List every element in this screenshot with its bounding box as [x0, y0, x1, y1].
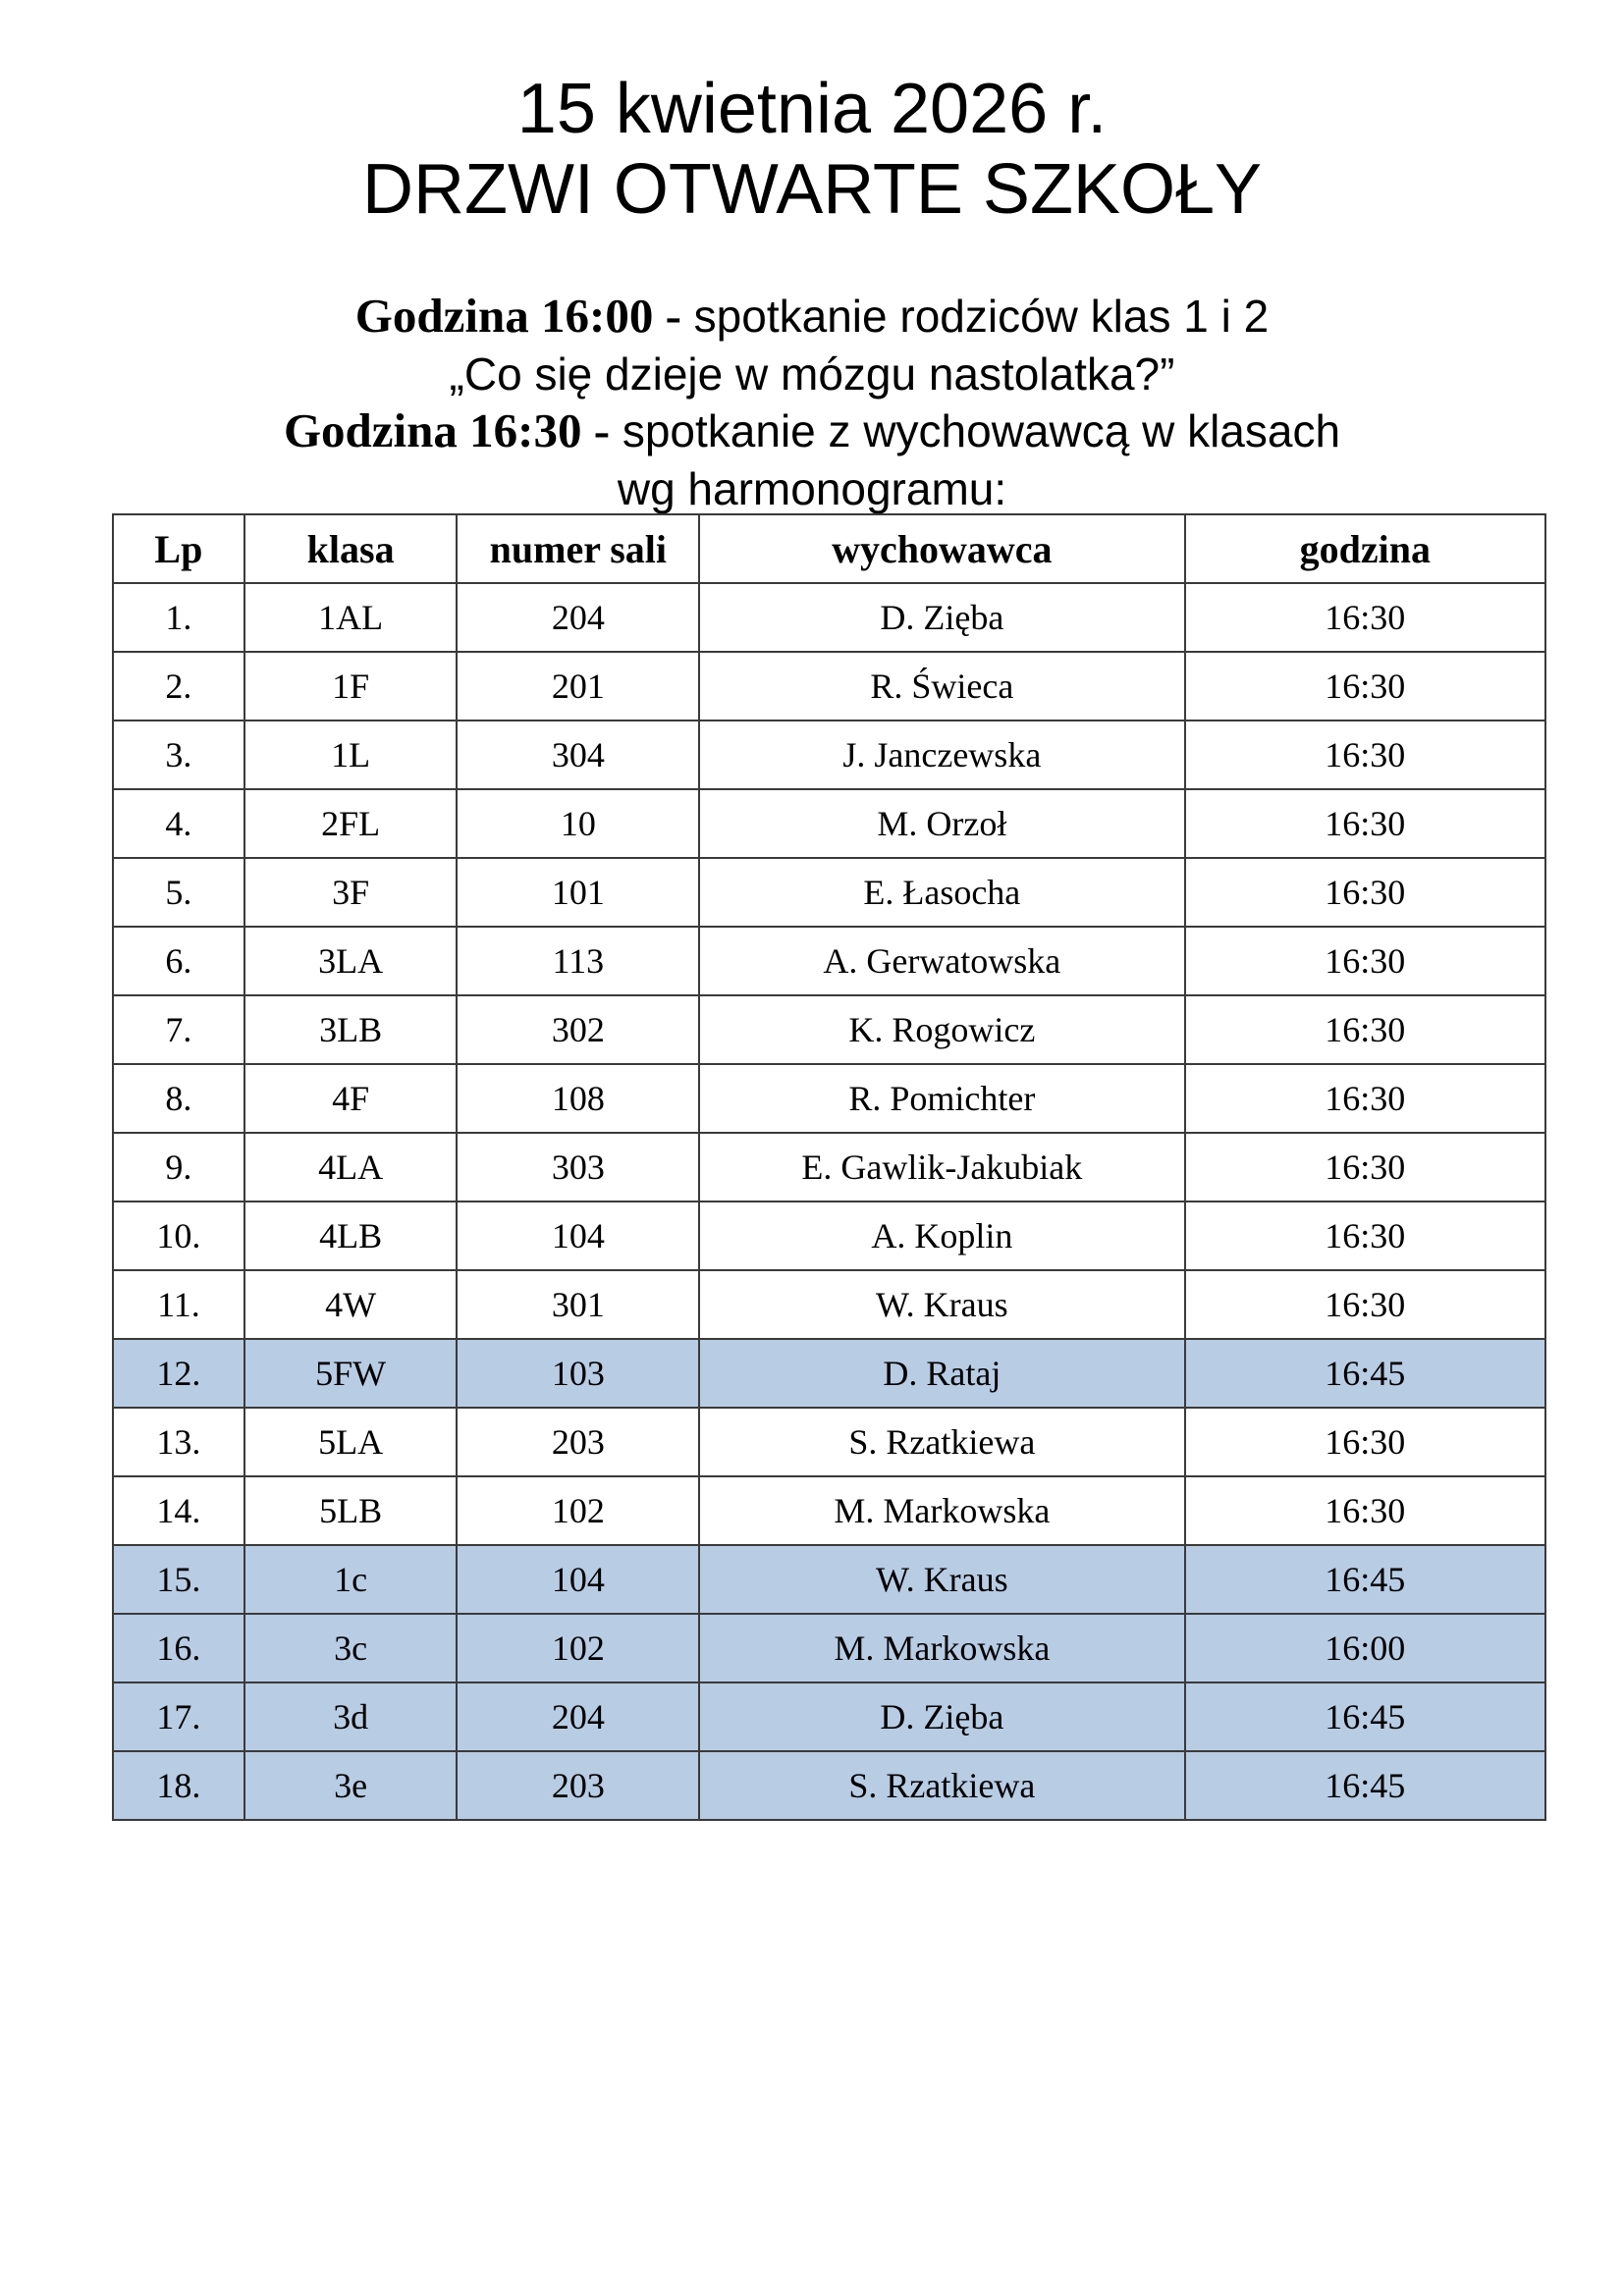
table-row [113, 1751, 1545, 1820]
lecture-title: „Co się dzieje w mózgu nastolatka?” [449, 347, 1175, 400]
event-date: 15 kwietnia 2026 r. [516, 70, 1108, 148]
cell-godzina: 16:45 [1185, 1751, 1545, 1820]
header-godzina: godzina [1185, 514, 1545, 583]
time-label-1600: Godzina 16:00 - [354, 289, 681, 343]
cell-wychowawca: E. Łasocha [699, 858, 1184, 927]
cell-wychowawca: M. Markowska [699, 1614, 1184, 1682]
cell-klasa: 2FL [244, 789, 458, 858]
header-klasa: klasa [244, 514, 458, 583]
cell-godzina: 16:30 [1185, 858, 1545, 927]
cell-lp: 6. [113, 927, 244, 995]
cell-godzina: 16:30 [1185, 1476, 1545, 1545]
cell-wychowawca: R. Pomichter [699, 1064, 1184, 1133]
cell-wychowawca: M. Orzoł [699, 789, 1184, 858]
cell-lp: 3. [113, 721, 244, 789]
cell-godzina: 16:45 [1185, 1682, 1545, 1751]
cell-klasa: 3c [244, 1614, 458, 1682]
cell-lp: 5. [113, 858, 244, 927]
cell-wychowawca: D. Zięba [699, 583, 1184, 652]
cell-numer-sali: 101 [457, 858, 699, 927]
table-row [113, 1614, 1545, 1682]
cell-numer-sali: 304 [457, 721, 699, 789]
event-heading: DRZWI OTWARTE SZKOŁY [361, 150, 1263, 229]
cell-lp: 10. [113, 1201, 244, 1270]
cell-lp: 15. [113, 1545, 244, 1614]
cell-numer-sali: 303 [457, 1133, 699, 1201]
cell-lp: 18. [113, 1751, 244, 1820]
cell-godzina: 16:45 [1185, 1339, 1545, 1408]
cell-numer-sali: 302 [457, 995, 699, 1064]
cell-wychowawca: R. Świeca [699, 652, 1184, 721]
cell-numer-sali: 204 [457, 583, 699, 652]
cell-lp: 13. [113, 1408, 244, 1476]
cell-lp: 17. [113, 1682, 244, 1751]
cell-klasa: 4LA [244, 1133, 458, 1201]
header-numer-sali: numer sali [457, 514, 699, 583]
cell-klasa: 5FW [244, 1339, 458, 1408]
schedule-caption: wg harmonogramu: [617, 462, 1007, 514]
cell-klasa: 3LA [244, 927, 458, 995]
cell-numer-sali: 113 [457, 927, 699, 995]
cell-wychowawca: E. Gawlik-Jakubiak [699, 1133, 1184, 1201]
cell-numer-sali: 102 [457, 1614, 699, 1682]
document-title [0, 69, 1624, 230]
cell-lp: 9. [113, 1133, 244, 1201]
table-row [113, 1133, 1545, 1201]
cell-wychowawca: K. Rogowicz [699, 995, 1184, 1064]
cell-lp: 7. [113, 995, 244, 1064]
cell-lp: 1. [113, 583, 244, 652]
cell-numer-sali: 104 [457, 1545, 699, 1614]
table-row [113, 1545, 1545, 1614]
cell-godzina: 16:30 [1185, 1201, 1545, 1270]
cell-klasa: 1c [244, 1545, 458, 1614]
cell-klasa: 3d [244, 1682, 458, 1751]
cell-wychowawca: D. Rataj [699, 1339, 1184, 1408]
cell-numer-sali: 201 [457, 652, 699, 721]
cell-godzina: 16:30 [1185, 995, 1545, 1064]
cell-numer-sali: 103 [457, 1339, 699, 1408]
cell-lp: 4. [113, 789, 244, 858]
cell-wychowawca: S. Rzatkiewa [699, 1751, 1184, 1820]
cell-numer-sali: 203 [457, 1408, 699, 1476]
cell-klasa: 1L [244, 721, 458, 789]
cell-klasa: 3F [244, 858, 458, 927]
cell-numer-sali: 108 [457, 1064, 699, 1133]
cell-wychowawca: S. Rzatkiewa [699, 1408, 1184, 1476]
cell-klasa: 1F [244, 652, 458, 721]
cell-numer-sali: 301 [457, 1270, 699, 1339]
table-row [113, 927, 1545, 995]
teacher-meeting-text: spotkanie z wychowawcą w klasach [610, 405, 1341, 456]
cell-numer-sali: 203 [457, 1751, 699, 1820]
program-line-teacher-meeting [0, 402, 1624, 460]
cell-numer-sali: 10 [457, 789, 699, 858]
schedule-table [112, 513, 1546, 1821]
table-row [113, 1682, 1545, 1751]
table-row [113, 583, 1545, 652]
header-wychowawca: wychowawca [699, 514, 1184, 583]
cell-godzina: 16:30 [1185, 789, 1545, 858]
table-row [113, 652, 1545, 721]
cell-wychowawca: J. Janczewska [699, 721, 1184, 789]
cell-klasa: 3LB [244, 995, 458, 1064]
cell-godzina: 16:30 [1185, 927, 1545, 995]
cell-klasa: 5LB [244, 1476, 458, 1545]
cell-lp: 11. [113, 1270, 244, 1339]
header-lp: Lp [113, 514, 244, 583]
cell-wychowawca: A. Gerwatowska [699, 927, 1184, 995]
cell-klasa: 4LB [244, 1201, 458, 1270]
cell-lp: 12. [113, 1339, 244, 1408]
table-row [113, 1064, 1545, 1133]
cell-wychowawca: A. Koplin [699, 1201, 1184, 1270]
cell-godzina: 16:30 [1185, 1064, 1545, 1133]
cell-klasa: 1AL [244, 583, 458, 652]
table-row [113, 995, 1545, 1064]
cell-wychowawca: W. Kraus [699, 1270, 1184, 1339]
cell-lp: 16. [113, 1614, 244, 1682]
cell-numer-sali: 104 [457, 1201, 699, 1270]
cell-lp: 2. [113, 652, 244, 721]
cell-godzina: 16:45 [1185, 1545, 1545, 1614]
table-row [113, 858, 1545, 927]
table-row [113, 789, 1545, 858]
cell-numer-sali: 102 [457, 1476, 699, 1545]
cell-wychowawca: D. Zięba [699, 1682, 1184, 1751]
time-label-1630: Godzina 16:30 - [283, 403, 611, 457]
cell-godzina: 16:30 [1185, 583, 1545, 652]
cell-klasa: 5LA [244, 1408, 458, 1476]
cell-godzina: 16:00 [1185, 1614, 1545, 1682]
cell-godzina: 16:30 [1185, 1133, 1545, 1201]
cell-wychowawca: M. Markowska [699, 1476, 1184, 1545]
table-row [113, 1408, 1545, 1476]
table-row [113, 1201, 1545, 1270]
table-row [113, 1339, 1545, 1408]
cell-numer-sali: 204 [457, 1682, 699, 1751]
cell-klasa: 3e [244, 1751, 458, 1820]
cell-lp: 8. [113, 1064, 244, 1133]
cell-godzina: 16:30 [1185, 652, 1545, 721]
table-row [113, 1270, 1545, 1339]
cell-godzina: 16:30 [1185, 1408, 1545, 1476]
event-program [0, 288, 1624, 517]
table-header-row [113, 514, 1545, 583]
table-body [113, 583, 1545, 1820]
program-line-parents-meeting [0, 288, 1624, 346]
cell-klasa: 4F [244, 1064, 458, 1133]
table-row [113, 721, 1545, 789]
parents-meeting-text: spotkanie rodziców klas 1 i 2 [680, 291, 1270, 342]
cell-wychowawca: W. Kraus [699, 1545, 1184, 1614]
cell-lp: 14. [113, 1476, 244, 1545]
cell-klasa: 4W [244, 1270, 458, 1339]
cell-godzina: 16:30 [1185, 1270, 1545, 1339]
table-row [113, 1476, 1545, 1545]
cell-godzina: 16:30 [1185, 721, 1545, 789]
